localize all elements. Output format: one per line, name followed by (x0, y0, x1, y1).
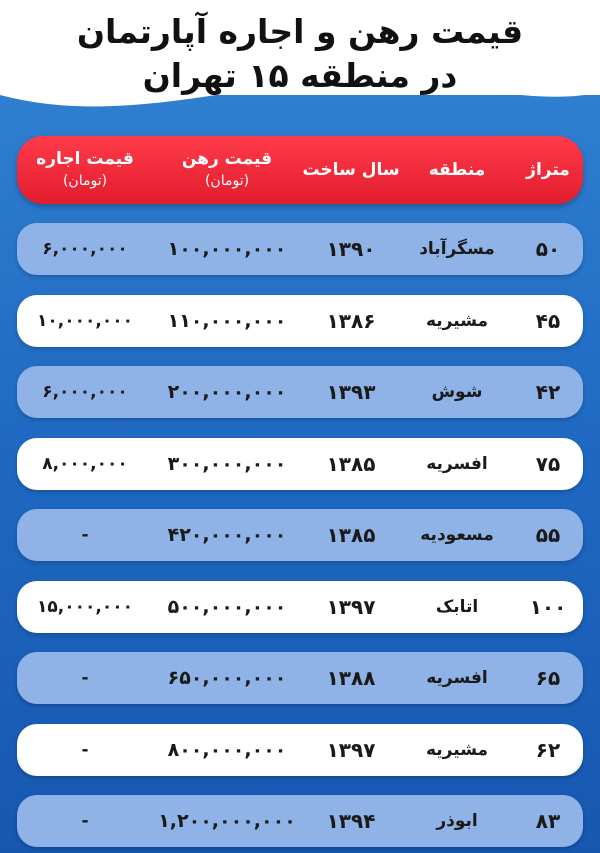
cell-region: مسعودیه (420, 525, 494, 545)
cell-region: شوش (431, 382, 483, 402)
cell-region: افسریه (426, 668, 488, 688)
cell-rent: - (81, 525, 89, 545)
cell-rahn: ۴۲۰,۰۰۰,۰۰۰ (167, 524, 287, 546)
cell-area: ۴۲ (535, 380, 561, 404)
cell-year: ۱۳۸۸ (326, 666, 376, 690)
cell-year: ۱۳۹۷ (326, 595, 376, 619)
cell-year: ۱۳۹۷ (326, 738, 376, 762)
cell-rent: ۱۰,۰۰۰,۰۰۰ (37, 311, 133, 331)
cell-rent: ۸,۰۰۰,۰۰۰ (42, 454, 128, 474)
cell-area: ۶۲ (535, 738, 561, 762)
table-row (17, 223, 583, 275)
header-rent-label: قیمت اجاره (36, 149, 134, 169)
cell-rahn: ۲۰۰,۰۰۰,۰۰۰ (167, 381, 287, 403)
table-row (17, 295, 583, 347)
cell-area: ۶۵ (535, 666, 561, 690)
cell-region: مسگرآباد (419, 239, 495, 259)
cell-area: ۱۰۰ (529, 595, 567, 619)
table-row (17, 438, 583, 490)
header-rent-unit: (تومان) (62, 173, 108, 189)
header-year (301, 136, 401, 204)
table-row (17, 509, 583, 561)
title-line-2: در منطقه ۱۵ تهران (142, 56, 458, 95)
table-header (17, 136, 583, 204)
cell-year: ۱۳۸۶ (326, 309, 376, 333)
title-line-1: قیمت رهن و اجاره آپارتمان (76, 12, 524, 51)
header-rahn-unit: (تومان) (204, 173, 250, 189)
table-row (17, 581, 583, 633)
cell-rent: - (81, 740, 89, 760)
cell-rent: ۶,۰۰۰,۰۰۰ (42, 239, 128, 259)
cell-area: ۵۰ (535, 237, 561, 261)
cell-area: ۵۵ (535, 523, 561, 547)
header-area-label: متراژ (526, 160, 570, 180)
cell-rahn: ۶۵۰,۰۰۰,۰۰۰ (167, 667, 287, 689)
cell-region: اتابک (435, 597, 479, 617)
cell-rahn: ۳۰۰,۰۰۰,۰۰۰ (167, 453, 287, 475)
cell-area: ۸۳ (535, 809, 561, 833)
cell-year: ۱۳۹۳ (326, 380, 376, 404)
cell-rent: ۱۵,۰۰۰,۰۰۰ (37, 597, 133, 617)
cell-year: ۱۳۹۴ (326, 809, 376, 833)
cell-area: ۴۵ (535, 309, 561, 333)
cell-rent: ۶,۰۰۰,۰۰۰ (42, 382, 128, 402)
table-row (17, 366, 583, 418)
cell-rahn: ۱,۲۰۰,۰۰۰,۰۰۰ (158, 810, 296, 832)
table-row (17, 795, 583, 847)
header-rahn (153, 136, 301, 204)
cell-region: افسریه (426, 454, 488, 474)
cell-region: مشیریه (425, 740, 489, 760)
table-row (17, 724, 583, 776)
cell-area: ۷۵ (535, 452, 561, 476)
cell-rahn: ۵۰۰,۰۰۰,۰۰۰ (167, 596, 287, 618)
cell-rahn: ۱۰۰,۰۰۰,۰۰۰ (167, 238, 287, 260)
cell-region: ابوذر (436, 811, 478, 831)
cell-rent: - (81, 811, 89, 831)
page-title (0, 10, 600, 98)
cell-year: ۱۳۸۵ (326, 523, 376, 547)
table-row (17, 652, 583, 704)
cell-year: ۱۳۹۰ (326, 237, 376, 261)
header-area (513, 136, 583, 204)
cell-year: ۱۳۸۵ (326, 452, 376, 476)
cell-rahn: ۸۰۰,۰۰۰,۰۰۰ (167, 739, 287, 761)
header-rent (17, 136, 153, 204)
header-year-label: سال ساخت (302, 160, 400, 180)
cell-rahn: ۱۱۰,۰۰۰,۰۰۰ (167, 310, 287, 332)
header-region-label: منطقه (428, 160, 486, 180)
cell-rent: - (81, 668, 89, 688)
header-rahn-label: قیمت رهن (181, 149, 273, 169)
cell-region: مشیریه (425, 311, 489, 331)
header-region (401, 136, 513, 204)
